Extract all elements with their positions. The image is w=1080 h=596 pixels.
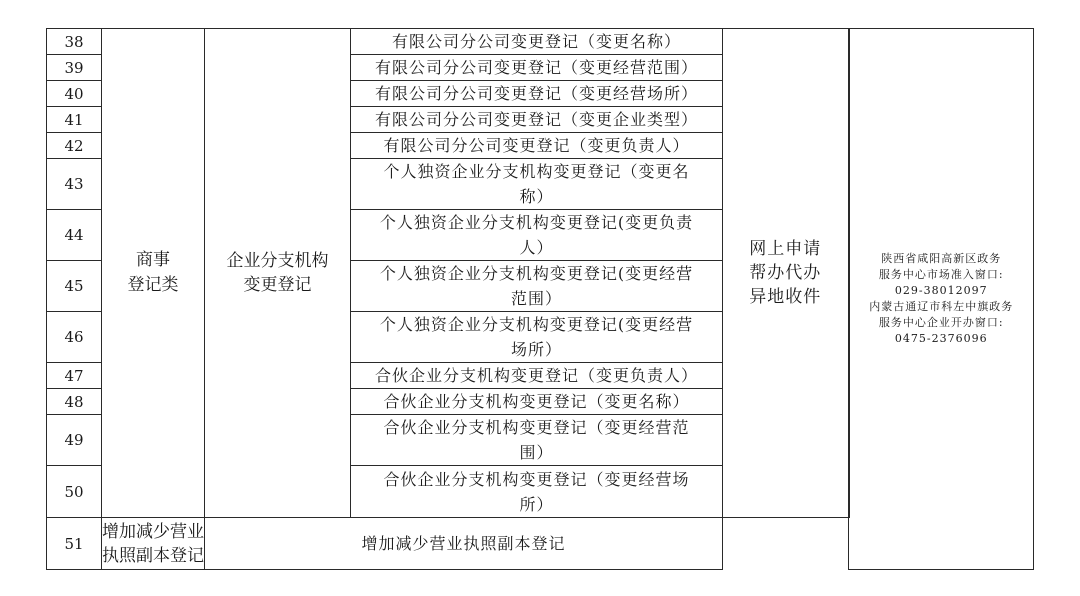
item-name-line: 范围） <box>510 289 562 308</box>
row-number: 47 <box>47 363 102 389</box>
row-number: 43 <box>47 159 102 210</box>
item-name-line: 合伙企业分支机构变更登记（变更经营场 <box>383 469 690 489</box>
item-name: 合伙企业分支机构变更登记（变更名称） <box>351 389 723 415</box>
contact-line: 服务中心企业开办窗口: <box>878 316 1004 329</box>
subcategory-line: 执照副本登记 <box>102 545 204 566</box>
subcategory-cell <box>205 29 351 518</box>
subcategory-line: 企业分支机构 <box>226 251 329 271</box>
item-name: 有限公司分公司变更登记（变更企业类型） <box>351 107 723 133</box>
subcategory-cell <box>102 518 205 570</box>
row-number: 40 <box>47 81 102 107</box>
item-name: 有限公司分公司变更登记（变更经营范围） <box>351 55 723 81</box>
item-name-line: 个人独资企业分支机构变更登记（变更名 <box>383 162 690 181</box>
method-line: 异地收件 <box>749 287 822 307</box>
category-line: 商事 <box>136 250 170 270</box>
row-number: 48 <box>47 389 102 415</box>
item-name-line: 称） <box>519 187 554 206</box>
item-name-line: 个人独资企业分支机构变更登记(变更经营 <box>379 264 694 283</box>
item-name: 增加减少营业执照副本登记 <box>205 518 723 570</box>
row-number: 50 <box>47 466 102 518</box>
subcategory-line: 增加减少营业 <box>102 521 204 542</box>
registration-table-page <box>46 28 1033 566</box>
method-line: 帮办代办 <box>749 263 822 283</box>
method-cell <box>723 29 849 518</box>
registration-items-table <box>46 28 1034 570</box>
category-line: 登记类 <box>127 275 179 295</box>
item-name: 有限公司分公司变更登记（变更经营场所） <box>351 81 723 107</box>
contact-cell <box>849 29 1034 570</box>
subcategory-line: 变更登记 <box>243 275 312 295</box>
item-name-line: 个人独资企业分支机构变更登记(变更负责 <box>379 213 694 232</box>
contact-line: 陕西省咸阳高新区政务 <box>881 252 1002 265</box>
row-number: 46 <box>47 312 102 363</box>
row-number: 49 <box>47 415 102 466</box>
item-name <box>351 210 723 261</box>
contact-phone: 0475-2376096 <box>894 332 988 345</box>
row-number: 44 <box>47 210 102 261</box>
row-number: 42 <box>47 133 102 159</box>
row-number: 38 <box>47 29 102 55</box>
item-name: 有限公司分公司变更登记（变更名称） <box>351 29 723 55</box>
item-name <box>351 312 723 363</box>
row-number: 51 <box>47 518 102 570</box>
item-name-line: 人） <box>519 238 554 257</box>
row-number: 41 <box>47 107 102 133</box>
contact-phone: 029-38012097 <box>894 284 988 297</box>
contact-line: 服务中心市场准入窗口: <box>878 268 1004 281</box>
item-name-line: 场所） <box>510 340 562 359</box>
item-name-line: 合伙企业分支机构变更登记（变更经营范 <box>383 418 690 437</box>
category-cell <box>102 29 205 518</box>
item-name-line: 所） <box>519 494 554 514</box>
row-number: 39 <box>47 55 102 81</box>
table-row <box>47 29 1034 55</box>
item-name <box>351 415 723 466</box>
item-name: 有限公司分公司变更登记（变更负责人） <box>351 133 723 159</box>
method-line: 网上申请 <box>749 239 822 259</box>
item-name <box>351 466 723 518</box>
contact-line: 内蒙古通辽市科左中旗政务 <box>869 300 1014 313</box>
item-name <box>351 261 723 312</box>
row-number: 45 <box>47 261 102 312</box>
item-name <box>351 159 723 210</box>
item-name-line: 个人独资企业分支机构变更登记(变更经营 <box>379 315 694 334</box>
item-name-line: 围） <box>519 443 554 462</box>
item-name: 合伙企业分支机构变更登记（变更负责人） <box>351 363 723 389</box>
